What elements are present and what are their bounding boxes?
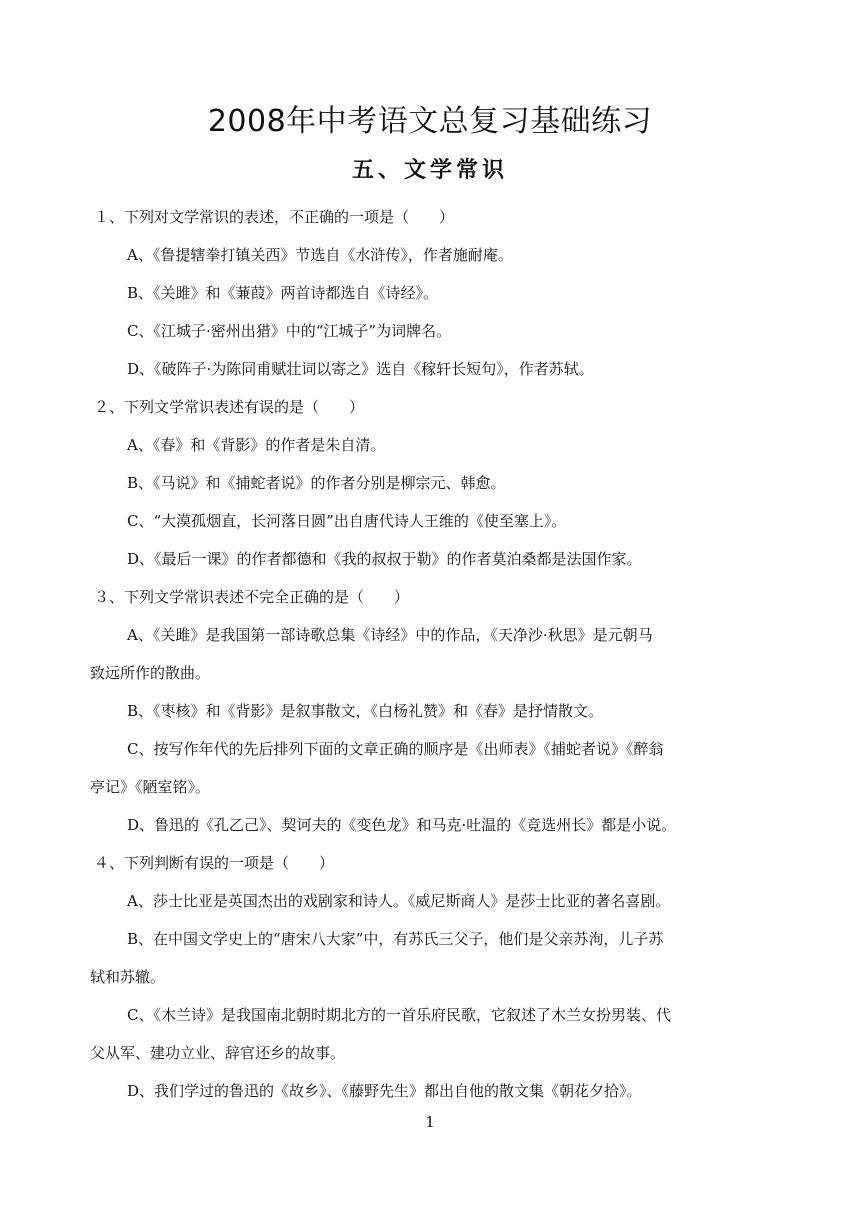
question-line: ２、下列文学常识表述有误的是（ ） [94,398,365,416]
option-line: A、《关雎》是我国第一部诗歌总集《诗经》中的作品，《天净沙·秋思》是元朝马 [127,626,653,644]
option-line: B、《马说》和《捕蛇者说》的作者分别是柳宗元、韩愈。 [127,474,506,492]
option-line: B、《关雎》和《蒹葭》两首诗都选自《诗经》。 [127,284,439,302]
page-number: 1 [425,1113,435,1131]
section-heading: 五、文学常识 [351,158,508,183]
option-line: C、按写作年代的先后排列下面的文章正确的顺序是《出师表》《捕蛇者说》《醉翁 [127,740,664,758]
document-title: 2008年中考语文总复习基础练习 [207,104,653,139]
option-line: C、《江城子·密州出猎》中的“江城子”为词牌名。 [127,322,452,340]
option-line: A、《春》和《背影》的作者是朱自清。 [127,436,386,454]
question-line: １、下列对文学常识的表述，不正确的一项是（ ） [94,208,455,226]
question-line: ３、下列文学常识表述不完全正确的是（ ） [94,588,410,606]
option-line: B、在中国文学史上的“唐宋八大家”中，有苏氏三父子，他们是父亲苏洵，儿子苏 [127,930,664,948]
continuation-line: 致远所作的散曲。 [90,664,211,682]
option-line: A、莎士比亚是英国杰出的戏剧家和诗人。《威尼斯商人》是莎士比亚的著名喜剧。 [127,892,671,910]
option-line: D、鲁迅的《孔乙己》、契诃夫的《变色龙》和马克·吐温的《竞选州长》都是小说。 [127,816,677,834]
option-line: D、《破阵子·为陈同甫赋壮词以寄之》选自《稼轩长短句》，作者苏轼。 [127,360,594,378]
option-line: C、《木兰诗》是我国南北朝时期北方的一首乐府民歌，它叙述了木兰女扮男装、代 [127,1006,671,1024]
continuation-line: 亭记》《陋室铭》。 [90,778,211,796]
option-line: D、我们学过的鲁迅的《故乡》、《藤野先生》都出自他的散文集《朝花夕拾》。 [127,1082,642,1100]
exercise-body [90,198,770,1110]
option-line: B、《枣核》和《背影》是叙事散文，《白杨礼赞》和《春》是抒情散文。 [127,702,604,720]
continuation-line: 轼和苏辙。 [90,968,166,986]
option-line: C、“大漠孤烟直，长河落日圆”出自唐代诗人王维的《使至塞上》。 [127,512,567,530]
question-line: ４、下列判断有误的一项是（ ） [94,854,335,872]
option-line: A、《鲁提辖拳打镇关西》节选自《水浒传》，作者施耐庵。 [127,246,513,264]
option-line: D、《最后一课》的作者都德和《我的叔叔于勒》的作者莫泊桑都是法国作家。 [127,550,642,568]
continuation-line: 父从军、建功立业、辞官还乡的故事。 [90,1044,346,1062]
